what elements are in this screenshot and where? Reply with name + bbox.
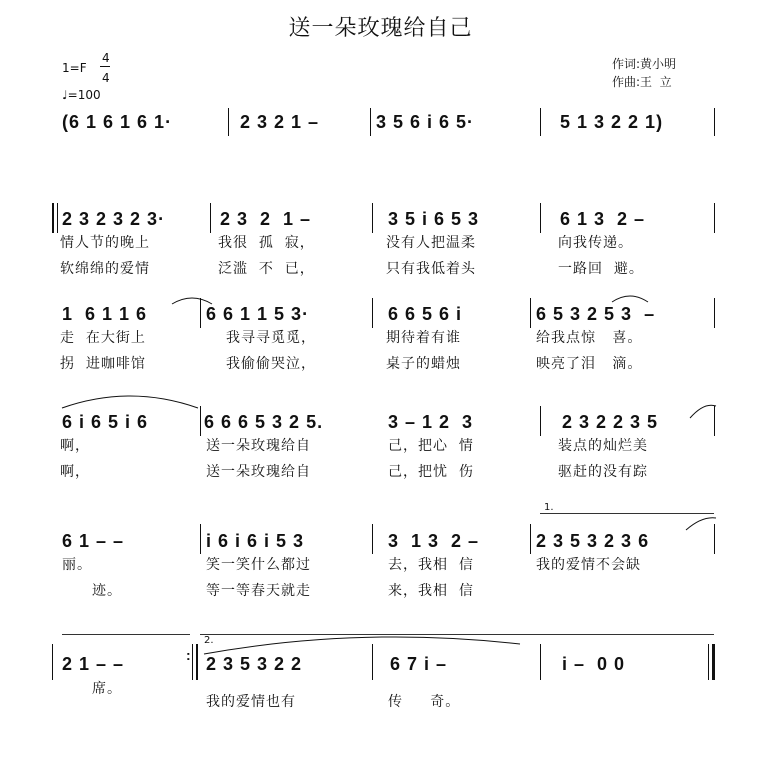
chorus-measure: 2 3 5 3 2 3 6: [536, 531, 650, 551]
lyric: 己，把忧 伤: [388, 464, 474, 480]
verse-measure: 2 3 2 3 2 3·: [62, 209, 166, 229]
repeat-end-dots: :: [186, 647, 192, 663]
lyric: 泛滥 不 已，: [218, 261, 315, 277]
lyricist-credit: 作词:黄小明: [612, 57, 677, 71]
lyric: 没有人把温柔: [386, 235, 476, 251]
lyric: 我偷偷哭泣，: [226, 356, 316, 372]
ending-measure: i – 0 0: [562, 654, 626, 674]
lyric: 驱赶的没有踪: [558, 464, 648, 480]
tempo-marking: ♩=100: [62, 88, 101, 102]
lyric: 我的爱情不会缺: [536, 557, 641, 573]
chorus-measure: 3 1 3 2 –: [388, 531, 480, 551]
volta-2-label: 2.: [204, 635, 214, 646]
lyric: 软绵绵的爱情: [60, 261, 150, 277]
song-title: 送一朵玫瑰给自己: [288, 16, 473, 41]
verse-measure: 6 6 1 1 5 3·: [206, 304, 310, 324]
lyric: 我很 孤 寂，: [218, 235, 315, 251]
lyric: 我的爱情也有: [206, 694, 296, 710]
verse-measure: 6 1 3 2 –: [560, 209, 646, 229]
lyric: 迹。: [92, 583, 122, 599]
lyric: 等一等春天就走: [206, 583, 311, 599]
intro-measure-1: (6 1 6 1 6 1·: [62, 112, 173, 132]
verse-measure: 2 3 2 1 –: [220, 209, 312, 229]
lyric: 映亮了泪 滴。: [536, 356, 643, 372]
time-signature-bottom: 4: [102, 71, 110, 85]
lyric: 期待着有谁: [386, 330, 461, 346]
lyric: 给我点惊 喜。: [536, 330, 643, 346]
lyric: 桌子的蜡烛: [386, 356, 461, 372]
lyric: 丽。: [62, 557, 92, 573]
slur: [204, 637, 520, 654]
volta-1-label: 1.: [544, 502, 554, 513]
intro-measure-3: 3 5 6 i 6 5·: [376, 112, 475, 132]
lyric: 送一朵玫瑰给自: [206, 464, 311, 480]
chorus-measure: 6 i 6 5 i 6: [62, 412, 149, 432]
key-signature: 1=F: [62, 61, 87, 75]
chorus-measure: 6 1 – –: [62, 531, 125, 551]
lyric: 传 奇。: [388, 694, 461, 710]
verse-measure: 3 5 i 6 5 3: [388, 209, 480, 229]
lyric: 啊，: [60, 438, 90, 454]
verse-measure: 1 6 1 1 6: [62, 304, 148, 324]
intro-measure-4: 5 1 3 2 2 1): [560, 112, 664, 132]
lyric: 来，我相 信: [388, 583, 474, 599]
lyric: 席。: [92, 681, 122, 697]
verse-measure: 6 6 5 6 i: [388, 304, 463, 324]
lyric: 一路回 避。: [558, 261, 644, 277]
lyric: 情人节的晚上: [60, 235, 150, 251]
composer-credit: 作曲:王 立: [612, 75, 672, 89]
lyric: 向我传递。: [558, 235, 633, 251]
ending-measure: 2 3 5 3 2 2: [206, 654, 303, 674]
lyric: 拐 进咖啡馆: [60, 356, 146, 372]
lyric: 我寻寻觅觅，: [226, 330, 316, 346]
slur: [172, 298, 212, 304]
intro-measure-2: 2 3 2 1 –: [240, 112, 320, 132]
chorus-measure: 6 6 6 5 3 2 5.: [204, 412, 324, 432]
lyric: 只有我低着头: [386, 261, 476, 277]
time-signature-top: 4: [102, 51, 110, 65]
lyric: 啊，: [60, 464, 90, 480]
lyric: 去，我相 信: [388, 557, 474, 573]
chorus-measure: 2 3 2 2 3 5: [562, 412, 659, 432]
lyric: 送一朵玫瑰给自: [206, 438, 311, 454]
lyric: 走 在大街上: [60, 330, 146, 346]
slur: [62, 396, 198, 408]
lyric: 装点的灿烂美: [558, 438, 648, 454]
slur: [686, 518, 716, 530]
chorus-measure: i 6 i 6 i 5 3: [206, 531, 305, 551]
verse-measure: 6 5 3 2 5 3 –: [536, 304, 656, 324]
slur: [612, 296, 648, 302]
slur: [690, 405, 716, 418]
chorus-measure: 3 – 1 2 3: [388, 412, 474, 432]
ending-measure: 6 7 i –: [390, 654, 448, 674]
ending-measure: 2 1 – –: [62, 654, 125, 674]
lyric: 己，把心 情: [388, 438, 474, 454]
lyric: 笑一笑什么都过: [206, 557, 311, 573]
